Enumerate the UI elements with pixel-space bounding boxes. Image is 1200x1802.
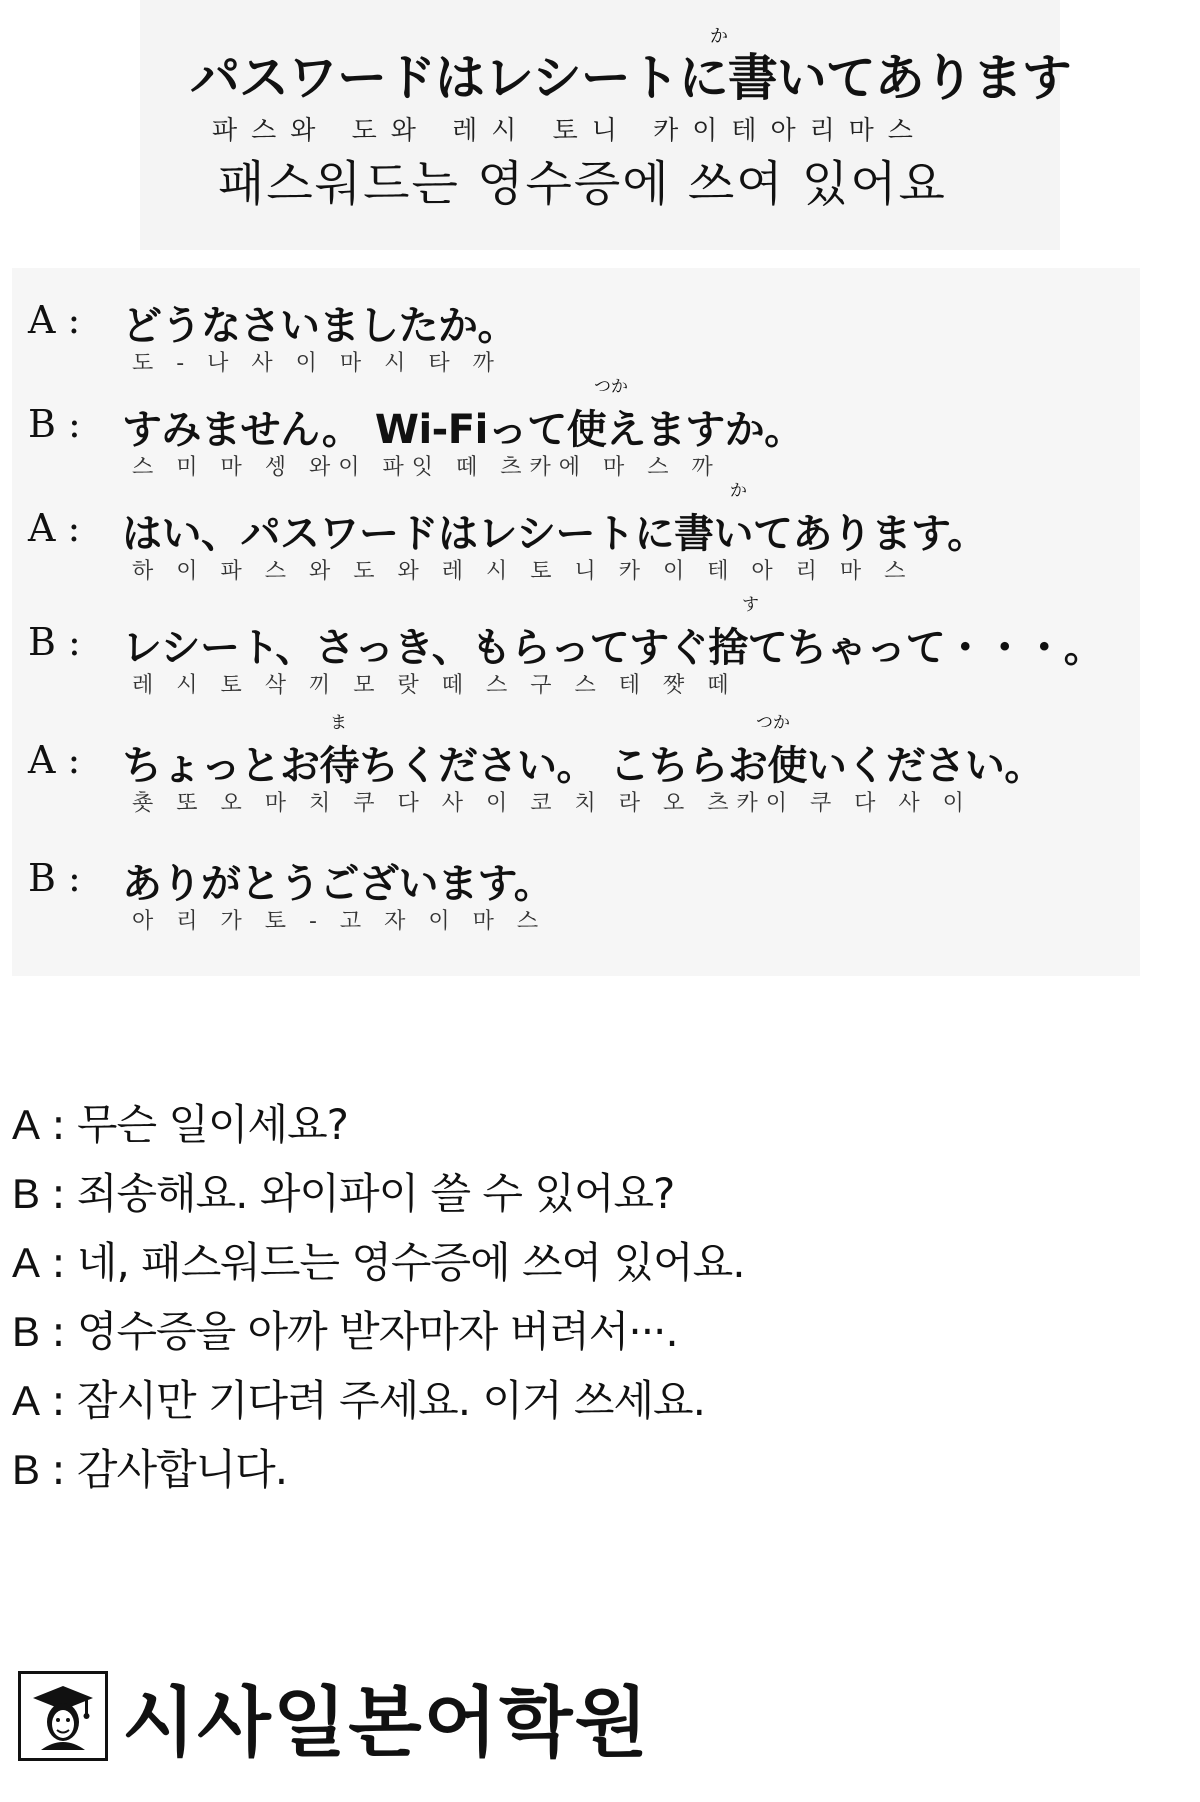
translation-line [12,1159,1112,1228]
translation-speaker: A [12,1239,40,1286]
dialogue-line [12,708,1140,826]
title-japanese: パスワードはレシートに書いてあります [190,49,1071,107]
dialogue-line [12,590,1140,708]
dialogue-furigana: す [742,595,759,615]
dialogue-furigana: つか [756,713,790,733]
dialogue-line [12,372,1140,490]
dialogue-speaker: A : [28,506,81,550]
dialogue-japanese: はい、パスワードはレシートに書いてあります。 [122,511,987,557]
dialogue-japanese: ちょっとお待ちください。 こちらお使いください。 [122,743,1044,789]
translation-speaker: B [12,1170,40,1217]
dialogue-speaker: A : [28,738,81,782]
translation-text: : 죄송해요. 와이파이 쓸 수 있어요? [39,1169,675,1218]
dialogue-reading: 아 리 가 토 - 고 자 이 마 스 [132,909,547,934]
dialogue-furigana: つか [594,377,628,397]
dialogue-speaker: B : [28,856,81,900]
title-panel [140,0,1071,250]
translation-text: : 감사합니다. [39,1445,288,1494]
dialogue-reading: 스 미 마 셍 와이 파잇 떼 츠카에 마 스 까 [132,455,721,480]
dialogue-speaker: A : [28,298,81,342]
dialogue-japanese: レシート、さっき、もらってすぐ捨てちゃって・・・。 [122,625,1104,671]
graduate-cap-emblem-icon [18,1671,108,1761]
dialogue-furigana: か [730,481,747,501]
translation-text: : 네, 패스워드는 영수증에 쓰여 있어요. [39,1238,745,1287]
dialogue-panel [12,268,1140,976]
translation-line [12,1366,1112,1435]
translation-speaker: A [12,1101,40,1148]
translation-text: : 무슨 일이세요? [39,1100,348,1149]
dialogue-reading: 하 이 파 스 와 도 와 레 시 토 니 카 이 테 아 리 마 스 [132,559,914,584]
dialogue-japanese: ありがとうございます。 [122,861,554,907]
dialogue-reading: 레 시 토 삭 끼 모 랏 떼 스 구 스 테 쨧 떼 [132,673,737,698]
title-furigana: か [710,26,728,47]
dialogue-line [12,476,1140,594]
translation-line [12,1090,1112,1159]
translation-line [12,1435,1112,1504]
title-reading: 파스와 도와 레시 토니 카이테아리마스 [212,116,927,146]
dialogue-reading: 도 - 나 사 이 마 시 타 까 [132,351,502,376]
dialogue-line [12,826,1140,944]
translation-text: : 잠시만 기다려 주세요. 이거 쓰세요. [39,1376,705,1425]
translation-line [12,1228,1112,1297]
translation-speaker: B [12,1446,40,1493]
translation-line [12,1297,1112,1366]
dialogue-speaker: B : [28,402,81,446]
dialogue-japanese: どうなさいましたか。 [122,303,517,349]
dialogue-speaker: B : [28,620,81,664]
translation-speaker: A [12,1377,40,1424]
title-korean: 패스워드는 영수증에 쓰여 있어요 [218,156,947,212]
translation-text: : 영수증을 아까 받자마자 버려서···. [39,1307,678,1356]
dialogue-furigana: ま [330,713,347,733]
dialogue-japanese: すみません。 Wi-Fiって使えますか。 [122,407,804,453]
academy-logo [18,1668,650,1767]
dialogue-reading: 춋 또 오 마 치 쿠 다 사 이 코 치 라 오 츠카이 쿠 다 사 이 [132,791,972,816]
academy-name: 시사일본어학원 [122,1677,650,1767]
korean-translation [12,1090,1112,1504]
translation-speaker: B [12,1308,40,1355]
dialogue-line [12,268,1140,386]
